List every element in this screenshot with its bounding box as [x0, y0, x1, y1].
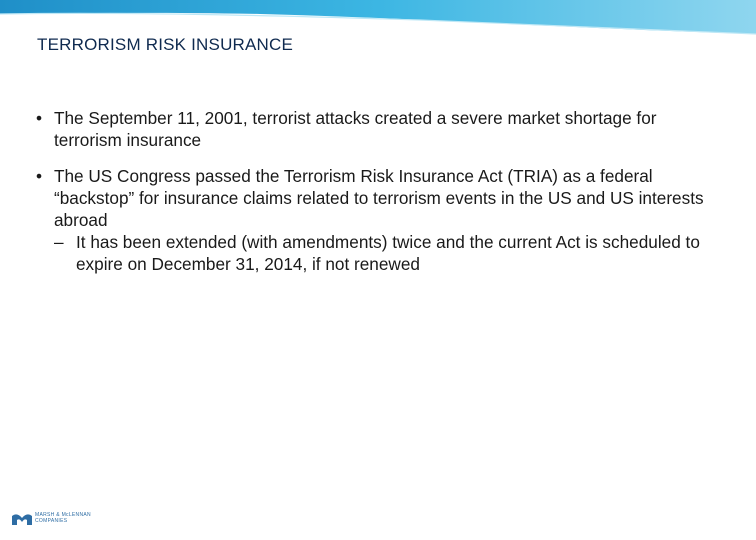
- mm-logo-icon: [12, 513, 32, 525]
- slide-body: [36, 107, 716, 275]
- header-wave-band: [0, 0, 756, 40]
- bullet-item: [36, 165, 716, 275]
- sub-bullet-item: [54, 231, 716, 275]
- logo-line-2: COMPANIES: [35, 518, 68, 524]
- bullet-text: The US Congress passed the Terrorism Risk Insurance Act (TRIA) as a federal “backstop” for insurance claims related to terrorism events in the US and US interests abroad: [54, 166, 704, 230]
- company-logo: [12, 512, 112, 528]
- slide-title: TERRORISM RISK INSURANCE: [37, 35, 294, 54]
- sub-bullet-text: It has been extended (with amendments) twice and the current Act is scheduled to expire on December 31, 2014, if not renewed: [76, 232, 700, 274]
- bullet-item: [36, 107, 716, 151]
- sub-bullet-marker: –: [54, 232, 64, 252]
- bullet-marker: •: [36, 166, 43, 186]
- bullet-text: The September 11, 2001, terrorist attacks created a severe market shortage for terrorism insurance: [54, 108, 657, 150]
- bullet-marker: •: [36, 108, 43, 128]
- logo-text: [35, 512, 91, 524]
- logo-line-1: MARSH & McLENNAN: [35, 512, 91, 518]
